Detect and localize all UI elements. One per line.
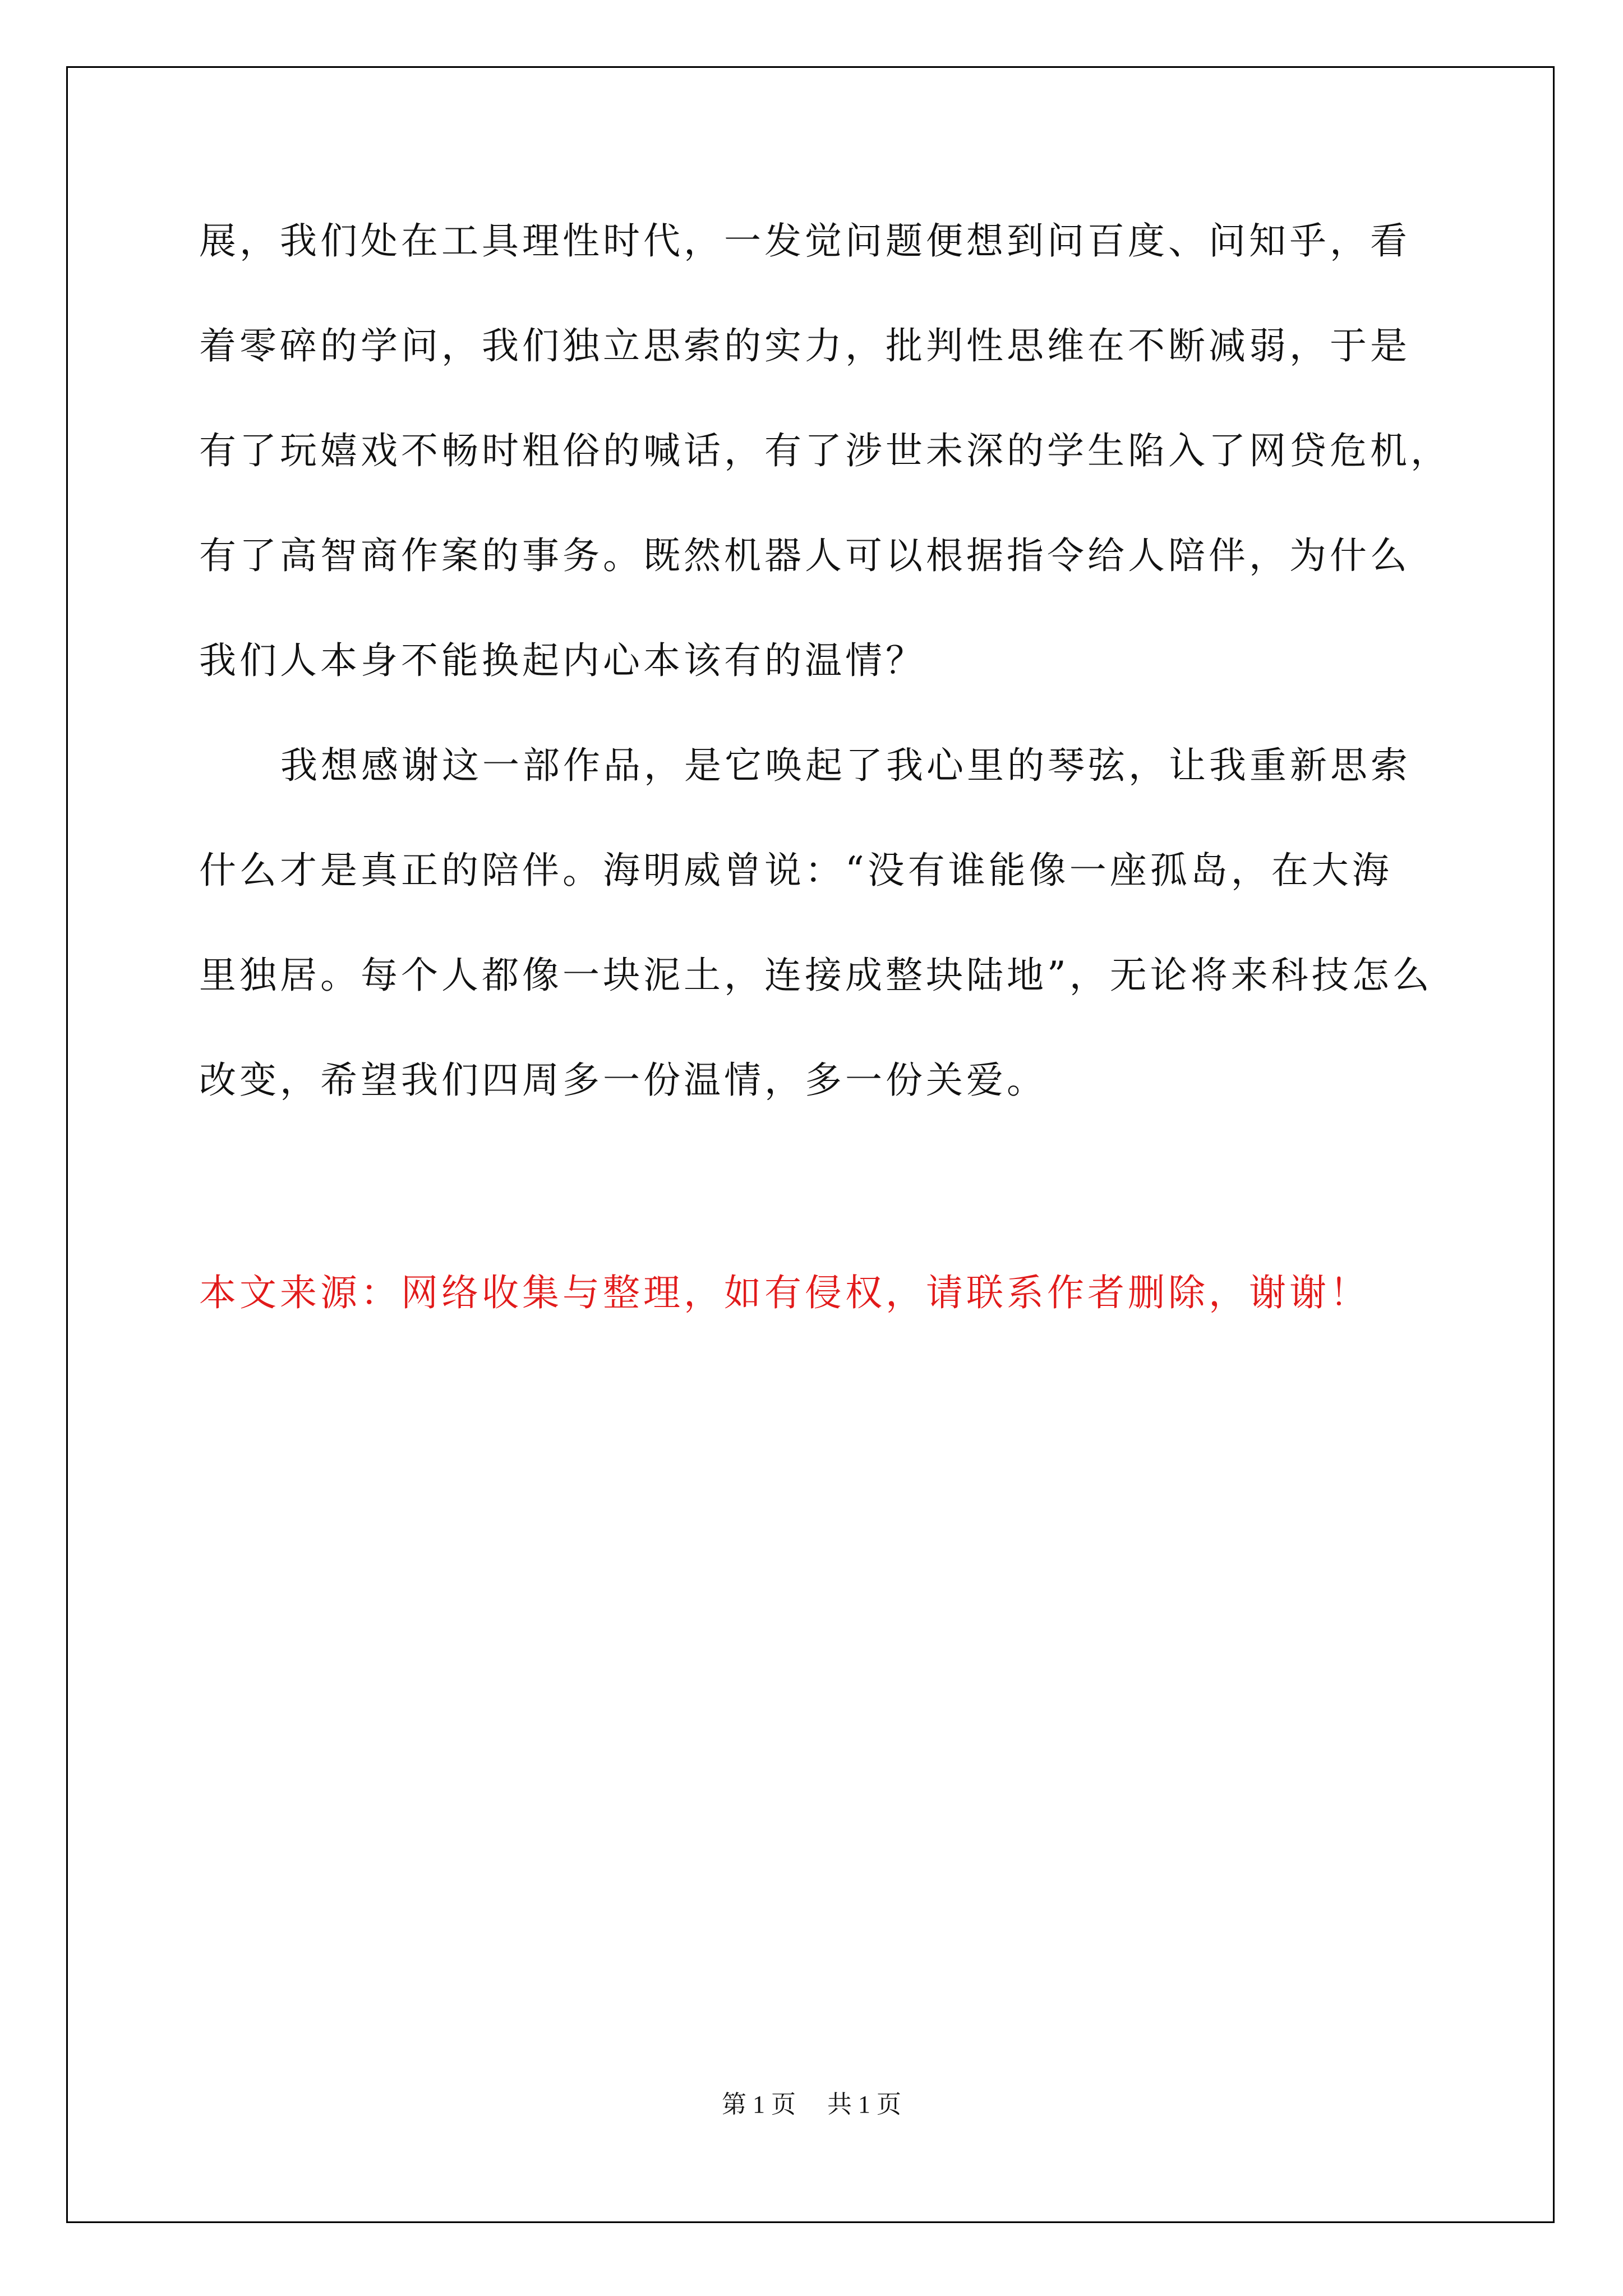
source-note: 本文来源：网络收集与整理，如有侵权，请联系作者删除，谢谢！	[199, 1271, 1370, 1314]
paragraph-1-line-4: 有了高智商作案的事务。既然机器人可以根据指令给人陪伴，为什么	[199, 534, 1410, 577]
paragraph-2-line-3: 里独居。每个人都像一块泥土，连接成整块陆地”，无论将来科技怎么	[199, 954, 1433, 997]
paragraph-1-line-2: 着零碎的学问，我们独立思索的实力，批判性思维在不断减弱，于是	[199, 324, 1410, 367]
page-total: 共 1 页	[827, 2091, 901, 2118]
paragraph-2-line-1: 我想感谢这一部作品，是它唤起了我心里的琴弦，让我重新思索	[280, 744, 1411, 787]
page-footer	[0, 2084, 1623, 2120]
paragraph-2-line-2: 什么才是真正的陪伴。海明威曾说：“没有谁能像一座孤岛，在大海	[199, 849, 1393, 892]
paragraph-1-line-1: 展，我们处在工具理性时代，一发觉问题便想到问百度、问知乎，看	[199, 219, 1410, 263]
paragraph-1-line-3: 有了玩嬉戏不畅时粗俗的喊话，有了涉世未深的学生陷入了网贷危机，	[199, 429, 1451, 472]
paragraph-2-line-4: 改变，希望我们四周多一份温情，多一份关爱。	[199, 1059, 1047, 1102]
page-number: 第 1 页	[722, 2091, 796, 2118]
page-border	[66, 66, 1555, 2223]
paragraph-1-line-5: 我们人本身不能换起内心本该有的温情？	[199, 639, 926, 682]
